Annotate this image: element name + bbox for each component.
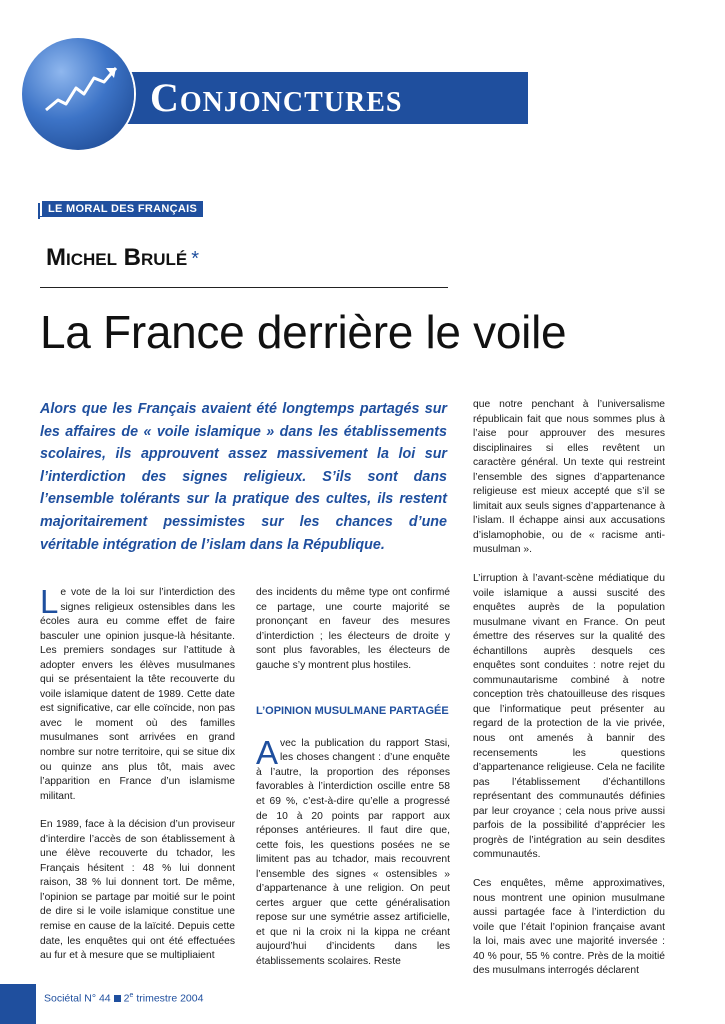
paragraph — [40, 583, 235, 804]
issue-suffix: e — [129, 992, 134, 999]
paragraph: L’irruption à l’avant-scène médiatique du voile islamique a aussi suscité des enquêtes auprès de la population musulmane vivant en France. On peut émettre des réserves sur la qualité des échantillons auprès desquels ces enquêtes sont conduites : notre rejet du communautarisme combiné à notre conception très chatouilleuse des risques que l’informatique peut présenter au regard de la protection de la vie privée, nous ont amenés à bannir des recensements les questions d’appartenance religieuse. Cela ne facilite pas l’établissement d’échantillons représentant des communautés définies par leur croyance ; cela nous prive aussi parfois de la possibilité d’apprécier les progrès de l’intégration au sein desdites communautés. — [473, 573, 665, 861]
separator-square — [114, 995, 121, 1002]
paragraph-text: e vote de la loi sur l’interdiction des signes religieux ostensibles dans les écoles aura eu comme effet de faire basculer une opinion jusque-là hésitante. Les premiers sondages sur l’attitude à adopter envers les élèves musulmanes qui se présentaient la tête recouverte du voile islamique datent de 1989. Cette date est significative, car elle coïncide, non pas avec le moment où des familles musulmanes sont arrivées en grand nombre sur notre territoire, qui se situe dix ou quinze ans plus tôt, mais avec l’apparition en France d’un islamisme militant. — [40, 587, 235, 802]
growth-chart-icon — [22, 38, 134, 150]
issue-number: 2 — [123, 992, 130, 1005]
trend-line — [46, 68, 116, 110]
paragraph: que notre penchant à l’universalisme républicain fait que nous sommes plus à l’aise pour approuver des mesures disciplinaires si elles revêtent un caractère général. Un texte qui restreint l’ensemble des signes d’appartenance religieuse est mieux accepté que s’il se limitait aux seuls signes d’appartenance à l’islam. Il échappe ainsi aux accusations d’islamophobie, ou de « racisme anti-musulman ». — [473, 399, 665, 556]
column-2 — [256, 586, 450, 984]
article-title: La France derrière le voile — [40, 306, 567, 358]
footer-block — [0, 984, 36, 1024]
drop-cap: A — [256, 733, 279, 771]
title-rule — [40, 287, 448, 288]
publication-title: Conjonctures — [150, 75, 403, 120]
paragraph-text: vec la publication du rapport Stasi, les choses changent : d’une enquête à l’autre, la proportion des réponses favorables à l’interdiction oscille entre 58 et 69 %, c’est-à-dire qu’elle a progressé de 10 à 20 points par rapport aux réponses antérieures. Il faut dire que, cette fois, les questions posées ne se limitent pas au tchador, mais recouvrent l’ensemble des signes « ostensibles » d’appartenance à une religion. On peut certes arguer que cette généralisation repose sur une symétrie assez artificielle, et que ni la croix ni la kippa ne créant aujourd’hui d’incidents dans les établissements scolaires. Reste — [256, 737, 450, 967]
author-line — [46, 244, 199, 272]
paragraph: En 1989, face à la décision d’un proviseur d’interdire l’accès de son établissement à une élève recouverte du tchador, les Français hésitent : 48 % lui donnent raison, 38 % lui donnent tort. De même, l’opinion se partage par moitié sur le point de dire si le voile islamique constitue une remise en cause de la laïcité. Depuis cette date, les enquêtes qui ont été effectuées au fur et à mesure que se multipliaient — [40, 819, 235, 962]
column-1 — [40, 583, 235, 978]
author-footnote-mark: * — [191, 248, 200, 270]
article-lead: Alors que les Français avaient été longtemps partagés sur les affaires de « voile islamique » dans les établissements scolaires, ils approuvent assez massivement la loi sur l’interdiction des signes religieux. S’ils sont dans l’ensemble tolérants sur la pratique des cultes, ils restent majoritairement pessimistes sur les chances d’une véritable intégration de l’islam dans la République. — [40, 401, 447, 553]
paragraph: Ces enquêtes, même approximatives, nous montrent une opinion musulmane aussi partagée face à l’interdiction du voile que l’était l’opinion française avant la loi, mais avec une majorité inversée : 40 % pour, 55 % contre. Près de la moitié des musulmans interrogés déclarent — [473, 877, 665, 977]
author-name: Michel Brulé — [46, 244, 188, 271]
journal-issue: Sociétal N° 44 — [44, 992, 111, 1005]
paragraph — [256, 733, 450, 970]
page-footer — [44, 992, 203, 1005]
drop-cap: L — [40, 583, 59, 620]
section-tag: LE MORAL DES FRANÇAIS — [42, 201, 203, 217]
subheading: L’OPINION MUSULMANE PARTAGÉE — [256, 705, 449, 718]
column-3 — [473, 398, 665, 993]
issue-period: trimestre 2004 — [133, 992, 204, 1005]
paragraph: des incidents du même type ont confirmé ce partage, une courte majorité se prononçant en faveur des mesures d’interdiction ; les électeurs de droite y sont plus favorables, les électeurs de gauche s’y montrent plus hostiles. — [256, 587, 450, 671]
